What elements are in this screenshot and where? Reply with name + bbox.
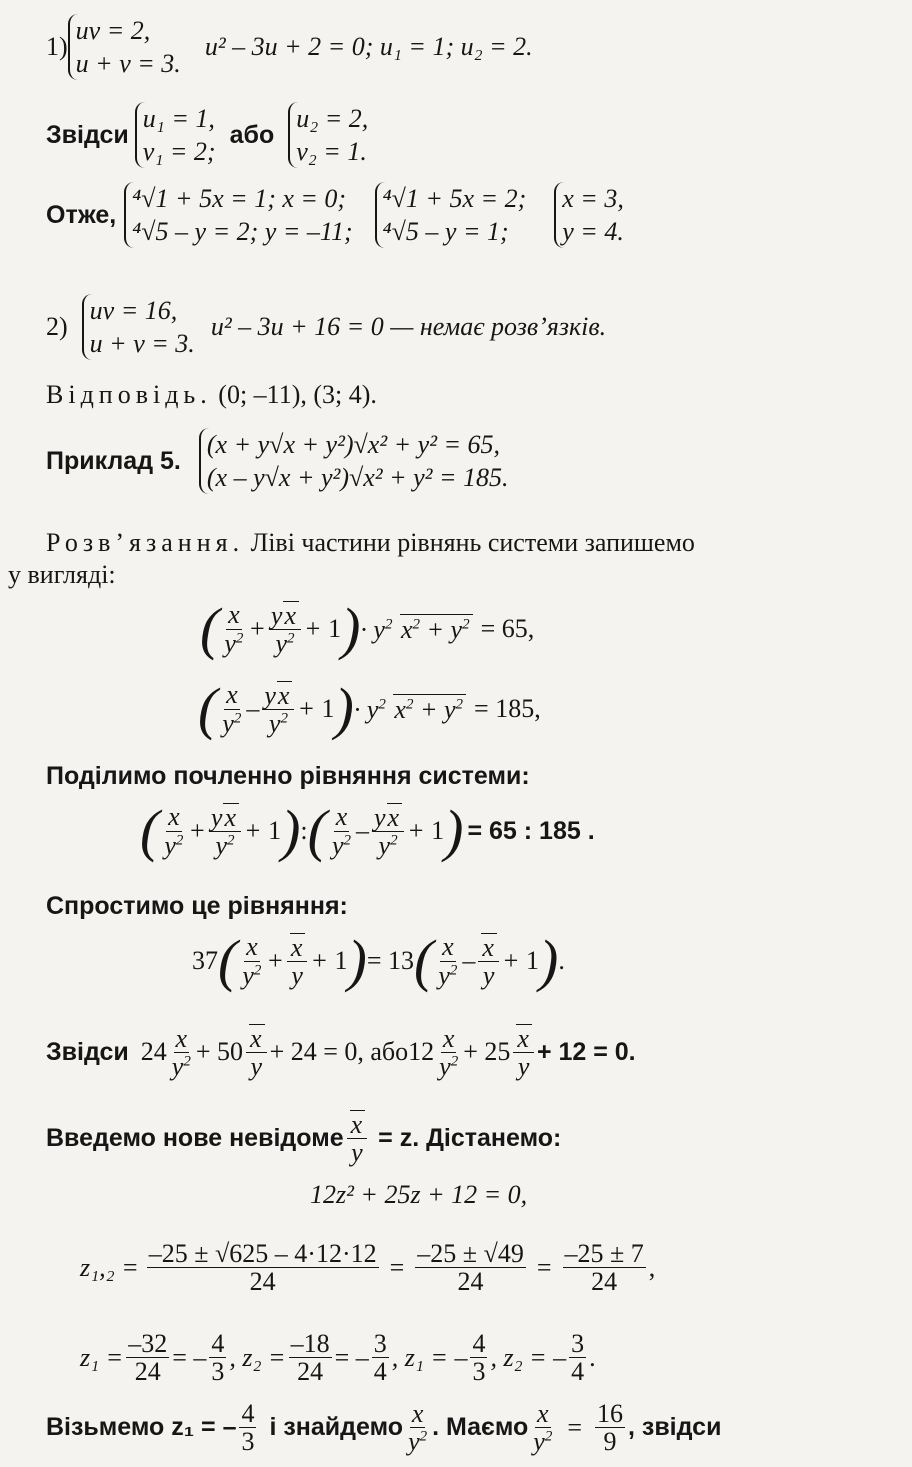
- take-root-line: Візьмемо z₁ = – $\frac{4}{3}$ і знайдемо $\frac{x}{y^2}$ . Маємо $\frac{x}{y^2}$ = $\frac{16}{9}$ , звідси: [46, 1399, 722, 1457]
- or-word: або: [229, 120, 275, 149]
- item-label: 2): [46, 312, 68, 342]
- divide-text: Поділимо почленно рівняння системи:: [46, 762, 530, 790]
- solution-systems: [46, 102, 368, 168]
- answer-line: [46, 380, 377, 410]
- solution-text-line2: у вигляді:: [8, 560, 116, 589]
- system-1: [46, 14, 533, 80]
- system-brace: uv = 16, u + v = 3.: [82, 294, 195, 360]
- simplified-equation: 37 ( $\frac{x}{y^2}$ + $\frac{x}{y}$ + 1 ) = 13 ( $\frac{x}{y^2}$ – $\frac{x}{y}$ + 1 ) .: [192, 928, 565, 993]
- example-label: Приклад 5.: [46, 446, 181, 475]
- system-brace: u₁ = 1, v₁ = 2;: [135, 102, 216, 168]
- quadratic-equation: u² – 3u + 16 = 0 — немає розв’язків.: [210, 312, 607, 342]
- rewritten-eq-1: ( $\frac{x}{y^2}$ + $\frac{yx}{y^2}$ + 1 ) · $y^2$ $x^2 + y^2$ = 65,: [200, 596, 535, 661]
- system-2: [46, 294, 606, 360]
- lead-word: Отже,: [46, 200, 117, 229]
- example-5: [46, 428, 509, 494]
- system-brace: ⁴√1 + 5x = 2; ⁴√5 – y = 1;: [375, 182, 527, 248]
- answer-text: (0; –11), (3; 4).: [218, 380, 377, 409]
- simplify-text: Спростимо це рівняння:: [46, 892, 348, 920]
- root-values: z₁ = $\frac{-32}{24}$ = – $\frac{4}{3}$ , z₂ = $\frac{-18}{24}$ = – $\frac{3}{4}$ , z₁ = – $\frac{4}{3}$ , z₂ = – $\frac{3}{4}$ .: [80, 1329, 596, 1387]
- quadratic-equation: u² – 3u + 2 = 0; u₁ = 1; u₂ = 2.: [204, 32, 533, 62]
- substitution: Введемо нове невідоме $\frac{x}{y}$ = z. Дістанемо:: [46, 1110, 562, 1168]
- system-brace: x = 3, y = 4.: [554, 182, 624, 248]
- system-brace: ⁴√1 + 5x = 1; x = 0; ⁴√5 – y = 2; y = –11;: [124, 182, 352, 248]
- solution-text: Ліві частини рівнянь системи запишемо: [250, 528, 695, 557]
- derived-equations: Звідси 24 $\frac{x}{y^2}$ + 50 $\frac{x}{y}$ + 24 = 0, або 12 $\frac{x}{y^2}$ + 25 $\frac{x}{y}$ + 12 = 0.: [46, 1023, 636, 1082]
- rewritten-eq-2: ( $\frac{x}{y^2}$ – $\frac{yx}{y^2}$ + 1 ) · $y^2$ $x^2 + y^2$ = 185,: [198, 676, 541, 741]
- item-label: 1): [46, 32, 68, 62]
- answer-label: Відповідь.: [46, 380, 212, 409]
- roots-formula: z₁,₂ = $\frac{-25 \pm √625 - 4\cdot 12\cdot 12}{24}$ = $\frac{-25 \pm √49}{24}$ = $\frac{-25 \pm 7}{24}$ ,: [80, 1239, 656, 1297]
- system-brace: u₂ = 2, v₂ = 1.: [288, 102, 368, 168]
- lead-word: Звідси: [46, 120, 129, 149]
- solution-label: Розв’язання.: [46, 528, 245, 557]
- z-quadratic: 12z² + 25z + 12 = 0,: [310, 1180, 528, 1209]
- system-brace: (x + y√x + y²)√x² + y² = 65, (x – y√x + y²)√x² + y² = 185.: [199, 428, 509, 494]
- solution-heading: [46, 528, 695, 558]
- root-systems: [46, 182, 624, 248]
- system-brace: uv = 2, u + v = 3.: [68, 14, 181, 80]
- divided-equation: ( $\frac{x}{y^2}$ + $\frac{yx}{y^2}$ + 1 ) : ( $\frac{x}{y^2}$ – $\frac{yx}{y^2}$ + 1 ) = 65 : 185 .: [140, 798, 595, 863]
